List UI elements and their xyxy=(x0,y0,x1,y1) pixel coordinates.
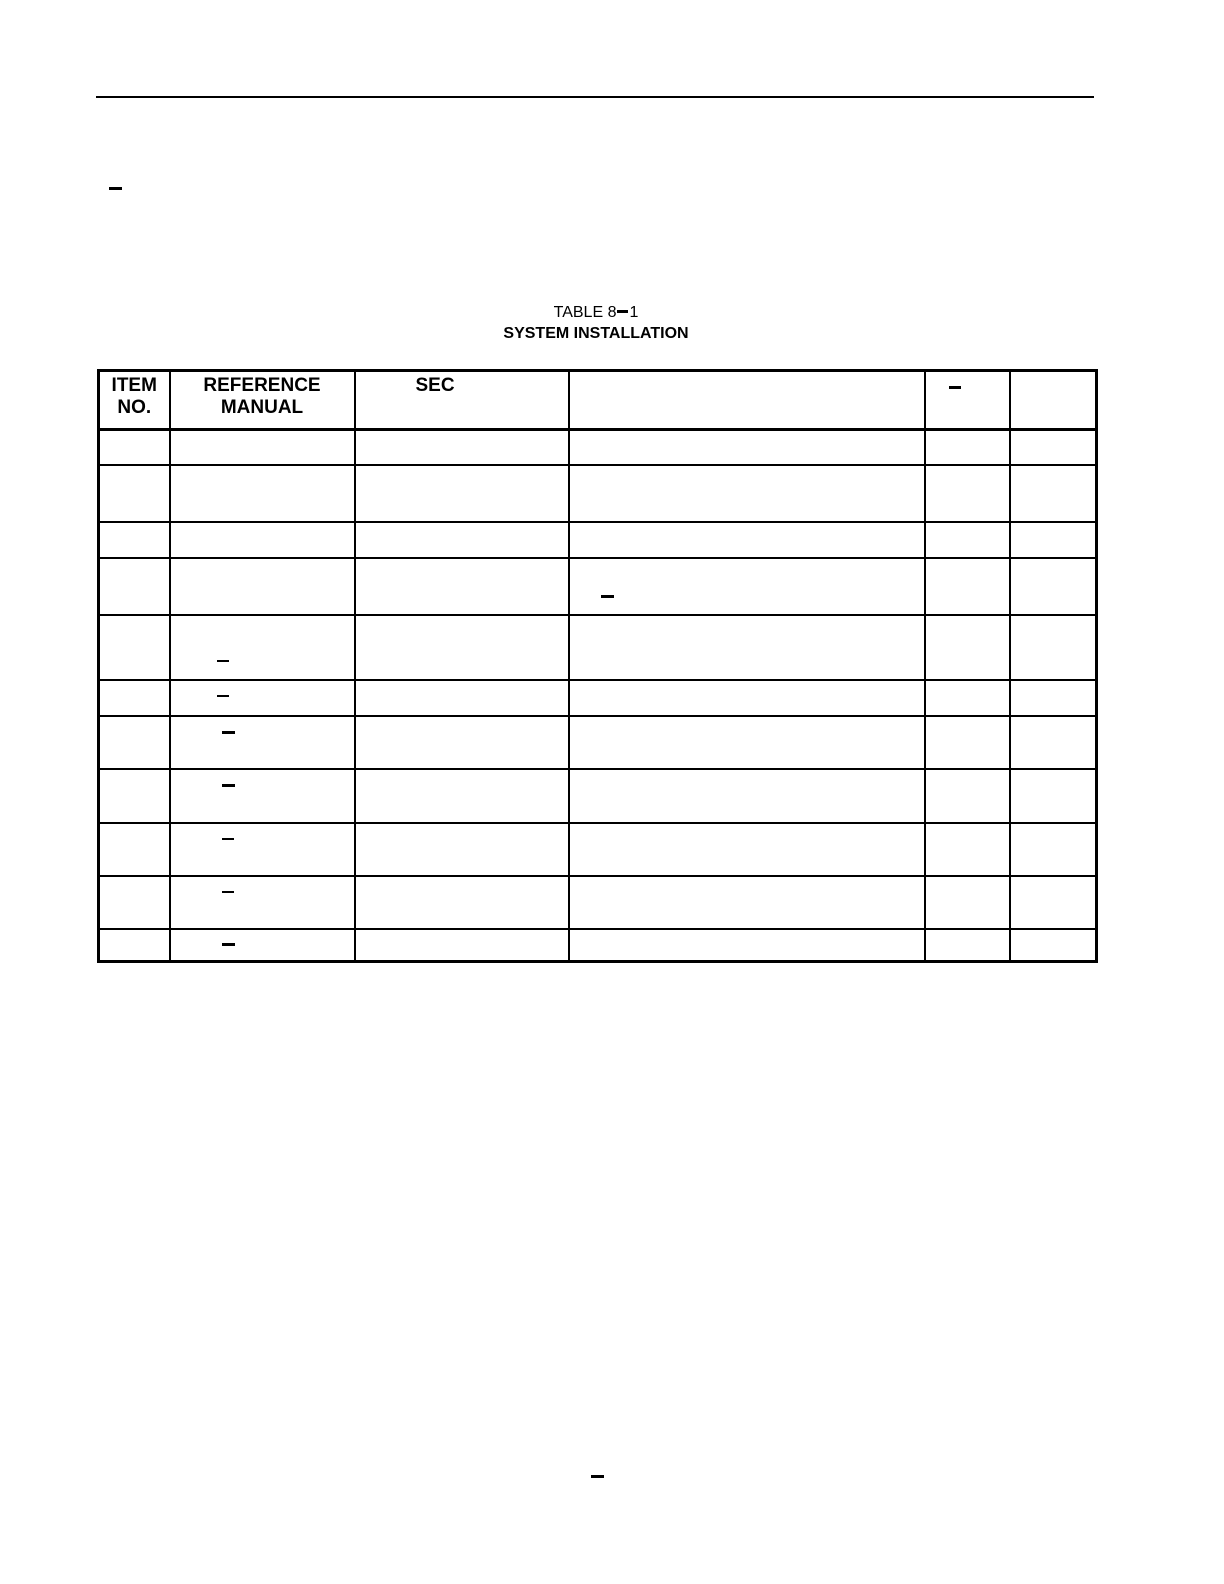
table-row xyxy=(99,716,1097,769)
table-row xyxy=(99,769,1097,823)
table-cell xyxy=(925,615,1010,680)
header-col5 xyxy=(925,371,1010,430)
system-installation-table xyxy=(97,369,1098,963)
header-item-no xyxy=(99,371,170,430)
header-reference-manual-line1: REFERENCE xyxy=(203,375,321,396)
cell-dash-mark xyxy=(217,660,229,662)
table-cell xyxy=(99,522,170,558)
table-cell xyxy=(569,615,925,680)
table-cell xyxy=(1010,769,1097,823)
header-rule xyxy=(96,96,1094,98)
table-cell xyxy=(569,465,925,522)
table-cell xyxy=(925,430,1010,465)
table-cell xyxy=(170,522,355,558)
table-cell xyxy=(1010,929,1097,962)
table-cell xyxy=(569,769,925,823)
cell-dash-mark xyxy=(222,784,235,787)
table-cell xyxy=(1010,680,1097,716)
cell-dash-mark xyxy=(222,891,234,893)
table-cell xyxy=(1010,716,1097,769)
table-cell xyxy=(170,876,355,929)
table-cell xyxy=(925,716,1010,769)
header-sec xyxy=(355,371,569,430)
table-cell xyxy=(170,680,355,716)
table-cell xyxy=(355,823,569,876)
table-cell xyxy=(925,769,1010,823)
table-cell xyxy=(170,716,355,769)
table-row xyxy=(99,558,1097,615)
table-cell xyxy=(925,522,1010,558)
table-cell xyxy=(1010,558,1097,615)
table-cell xyxy=(925,823,1010,876)
table-cell xyxy=(355,465,569,522)
table-cell xyxy=(569,823,925,876)
table-cell xyxy=(1010,522,1097,558)
header-reference-manual xyxy=(170,371,355,430)
header-sec-line1: SEC xyxy=(415,375,455,396)
table-cell xyxy=(170,465,355,522)
table-cell xyxy=(99,769,170,823)
table-cell xyxy=(170,615,355,680)
table-header-row xyxy=(99,371,1097,430)
table-cell xyxy=(99,615,170,680)
table-row xyxy=(99,465,1097,522)
table-cell xyxy=(569,680,925,716)
table-row xyxy=(99,522,1097,558)
table-cell xyxy=(355,615,569,680)
table-cell xyxy=(1010,876,1097,929)
table-row xyxy=(99,680,1097,716)
table-row xyxy=(99,823,1097,876)
header-col6 xyxy=(1010,371,1097,430)
table-cell xyxy=(925,465,1010,522)
table-cell xyxy=(925,680,1010,716)
table-cell xyxy=(170,929,355,962)
table-cell xyxy=(355,876,569,929)
table-cell xyxy=(170,430,355,465)
cell-dash-mark xyxy=(222,731,235,734)
cell-dash-mark xyxy=(217,695,229,697)
table-cell xyxy=(355,430,569,465)
table-cell xyxy=(99,823,170,876)
table-row xyxy=(99,876,1097,929)
table-cell xyxy=(355,558,569,615)
table-cell xyxy=(355,522,569,558)
header-item-no-line2: NO. xyxy=(117,397,152,418)
table-cell xyxy=(99,716,170,769)
table-cell xyxy=(99,558,170,615)
table-cell xyxy=(99,929,170,962)
page-number-dash xyxy=(591,1475,604,1478)
table-number-suffix: 1 xyxy=(629,304,639,321)
table-cell xyxy=(355,716,569,769)
table-cell xyxy=(925,876,1010,929)
header-reference-manual-line2: MANUAL xyxy=(220,397,304,418)
header-col5-dash xyxy=(949,386,961,389)
table-cell xyxy=(99,680,170,716)
cell-dash-mark xyxy=(222,943,235,946)
table-cell xyxy=(1010,465,1097,522)
table-cell xyxy=(1010,823,1097,876)
table-cell xyxy=(99,430,170,465)
table-cell xyxy=(569,522,925,558)
table-cell xyxy=(569,430,925,465)
table-cell xyxy=(1010,615,1097,680)
cell-dash-mark xyxy=(222,838,234,840)
table-row xyxy=(99,929,1097,962)
table-cell xyxy=(170,558,355,615)
table-cell xyxy=(355,769,569,823)
table-cell xyxy=(569,716,925,769)
table-row xyxy=(99,430,1097,465)
table-row xyxy=(99,615,1097,680)
table-cell xyxy=(99,876,170,929)
table-number xyxy=(0,304,1192,322)
table-number-prefix: TABLE 8 xyxy=(553,304,617,321)
table-cell xyxy=(925,558,1010,615)
table-cell xyxy=(569,929,925,962)
margin-dash-mark xyxy=(109,187,122,190)
table-cell xyxy=(99,465,170,522)
table-cell xyxy=(355,680,569,716)
table-cell xyxy=(355,929,569,962)
table-number-dash xyxy=(617,310,628,313)
table-cell xyxy=(170,769,355,823)
table-cell xyxy=(925,929,1010,962)
header-item-no-line1: ITEM xyxy=(111,375,157,396)
table-cell xyxy=(170,823,355,876)
table-cell xyxy=(1010,430,1097,465)
cell-dash-mark xyxy=(601,595,614,598)
header-description xyxy=(569,371,925,430)
table-title: SYSTEM INSTALLATION xyxy=(503,325,689,342)
table-cell xyxy=(569,558,925,615)
table-cell xyxy=(569,876,925,929)
